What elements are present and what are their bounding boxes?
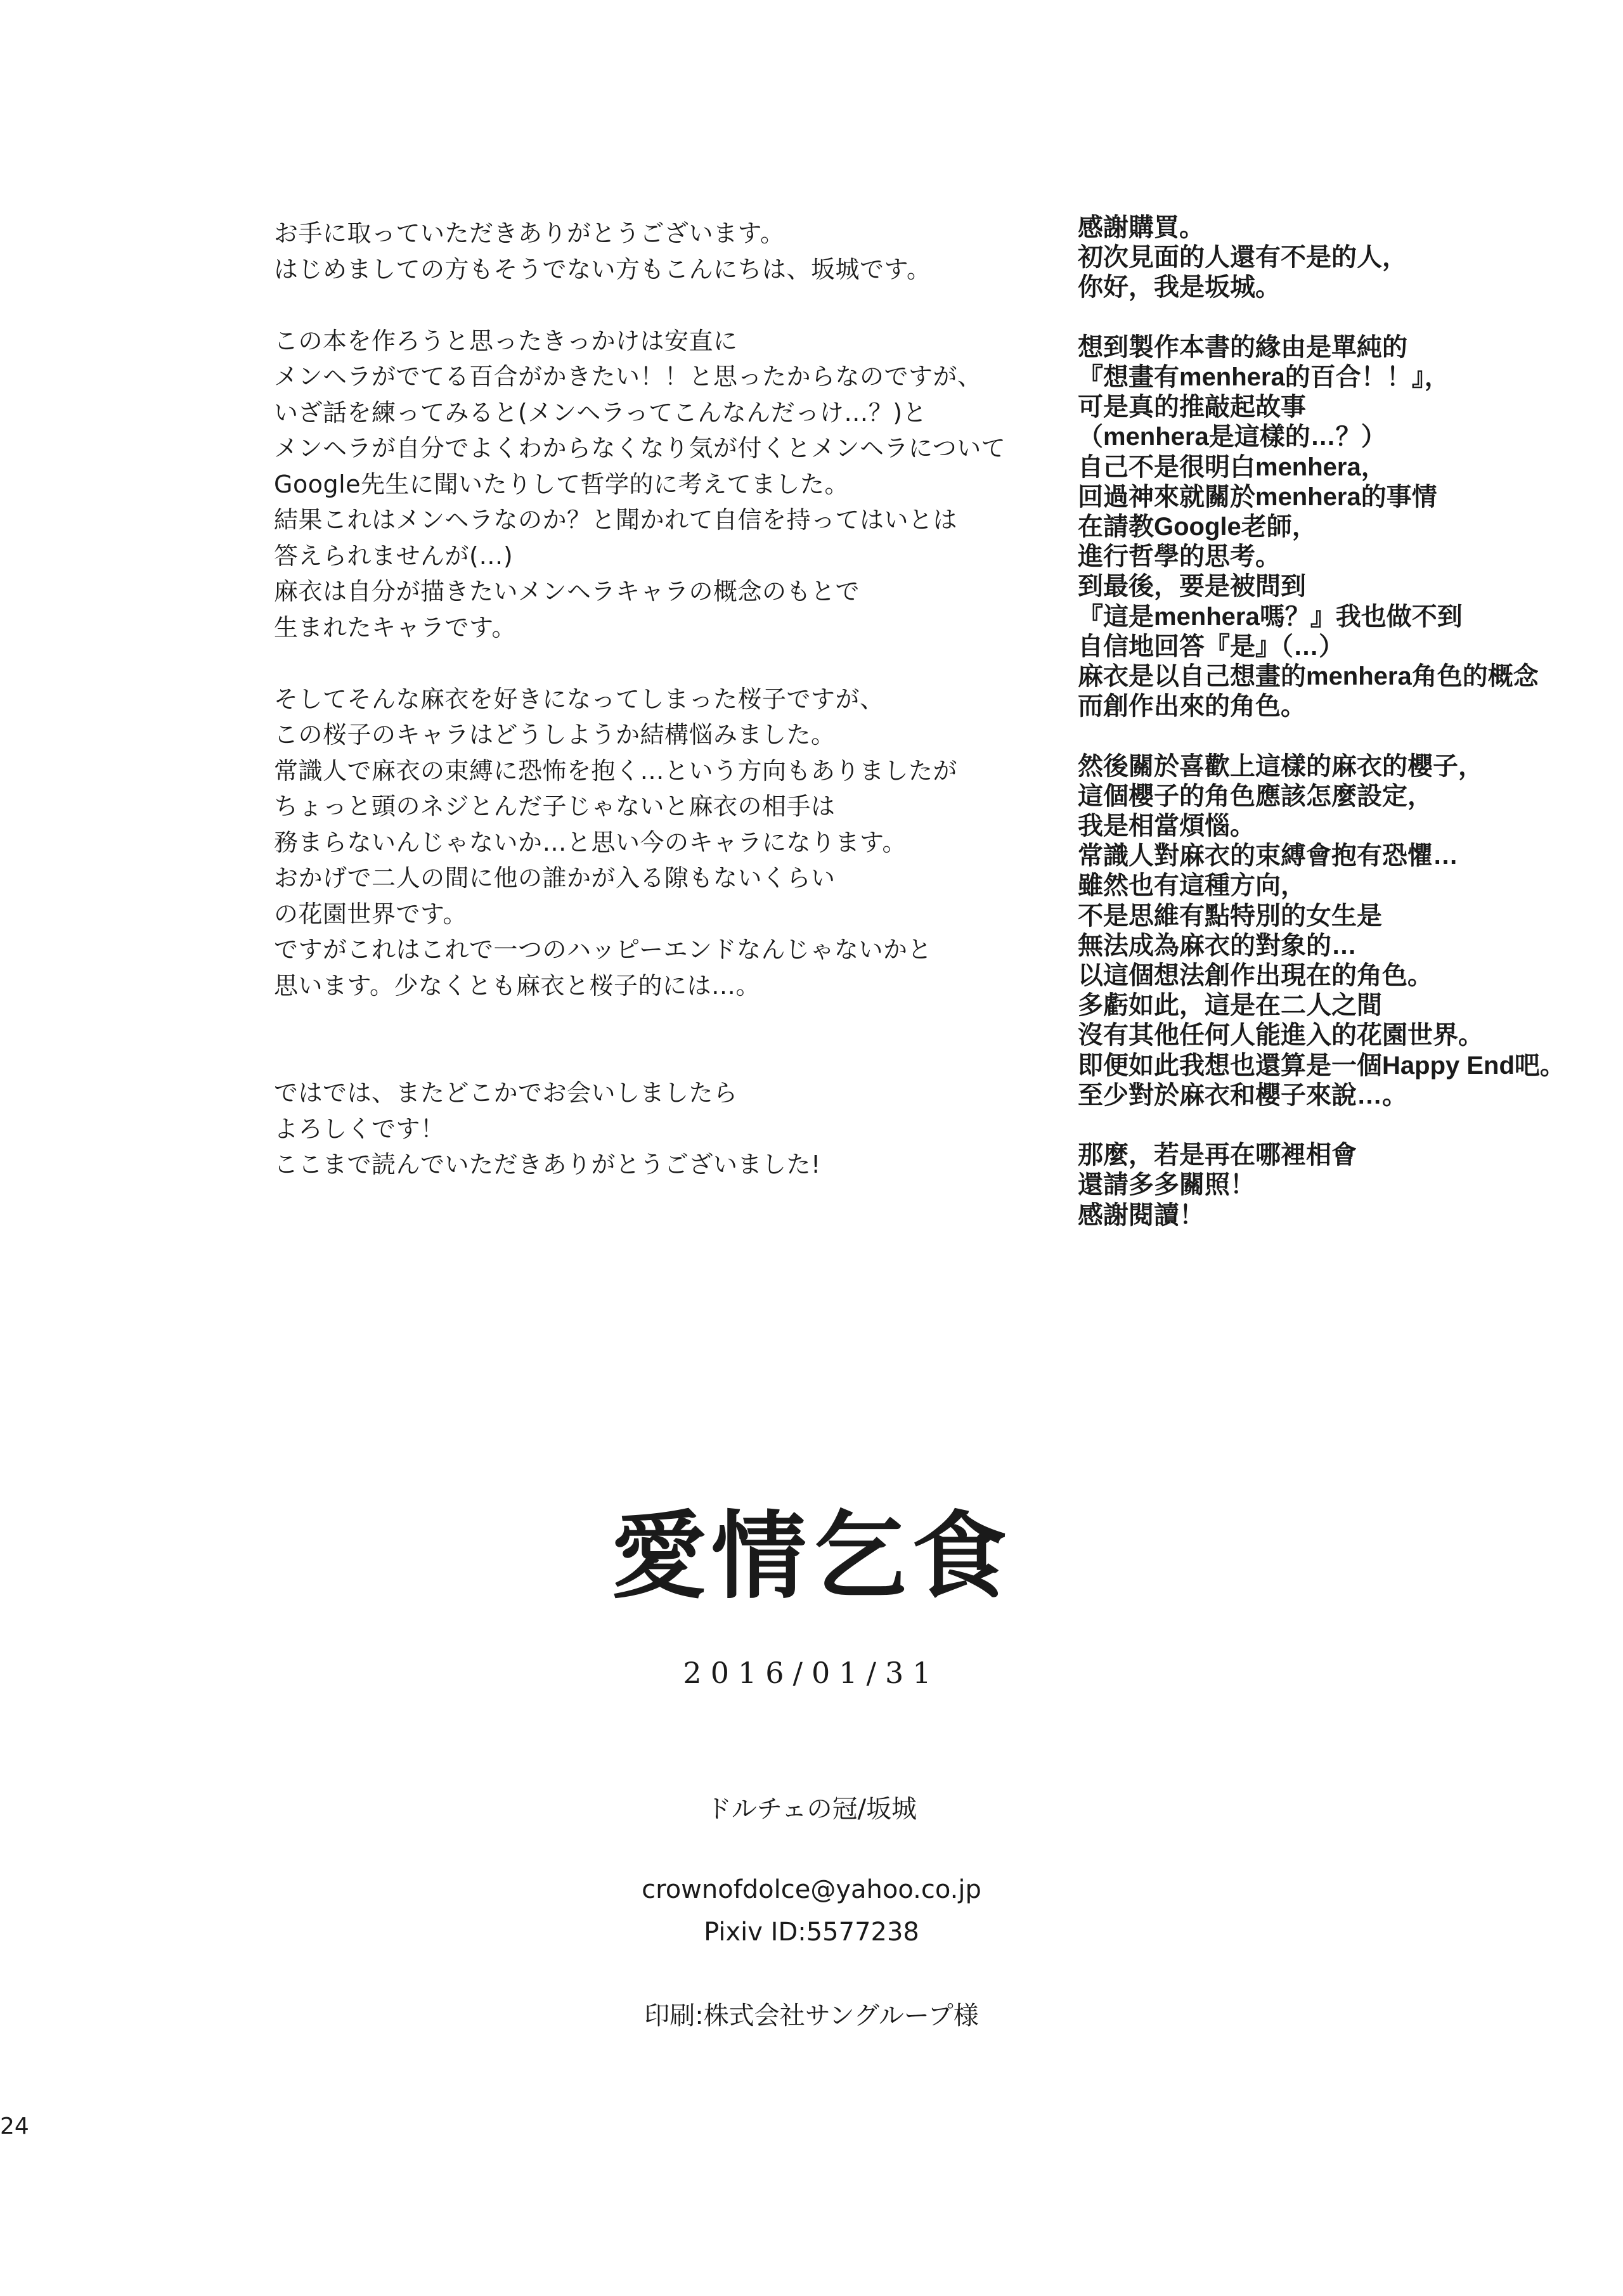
zh-p3-line: 多虧如此，這是在二人之間 (1078, 991, 1382, 1020)
jp-p2-line: この本を作ろうと思ったきっかけは安直に (274, 326, 738, 355)
zh-p3-line: 即便如此我想也還算是一個Happy End吧。 (1078, 1051, 1565, 1080)
jp-p3-line: 思います。少なくとも麻衣と桜子的には…。 (274, 971, 760, 1000)
japanese-afterword (274, 216, 1085, 1183)
jp-p3-line: そしてそんな麻衣を好きになってしまった桜子ですが、 (274, 685, 884, 713)
zh-p3-line: 不是思維有點特別的女生是 (1078, 901, 1382, 930)
circle-author: ドルチェの冠/坂城 (706, 1795, 917, 1824)
zh-p3-line: 以這個想法創作出現在的角色。 (1078, 962, 1433, 990)
jp-p2-line: メンヘラがでてる百合がかきたい！！と思ったからなのですが、 (274, 363, 982, 390)
zh-p3-line: 常識人對麻衣的束縛會抱有恐懼… (1078, 842, 1458, 870)
zh-p2-line: 在請教Google老師， (1078, 513, 1317, 541)
jp-p4-line: ではでは、またどこかでお会いしましたら (274, 1079, 738, 1107)
zh-p1-line: 你好，我是坂城。 (1078, 273, 1281, 302)
zh-p3-line: 至少對於麻衣和櫻子來說…。 (1078, 1081, 1407, 1109)
zh-p3-line: 雖然也有這種方向， (1078, 872, 1306, 900)
jp-p2-line: Google先生に聞いたりして哲学的に考えてました。 (274, 470, 850, 498)
zh-p4-line: 那麼，若是再在哪裡相會 (1078, 1141, 1357, 1170)
zh-p2-line: 進行哲學的思考。 (1078, 543, 1281, 571)
jp-p3-line: ちょっと頭のネジとんだ子じゃないと麻衣の相手は (274, 792, 836, 820)
zh-p2-line: （menhera是這樣的…？） (1078, 423, 1387, 451)
jp-p3-line: の花園世界です。 (274, 900, 467, 928)
jp-p2-line: 答えられませんが(…) (274, 541, 514, 570)
zh-p1-line: 初次見面的人還有不是的人， (1078, 243, 1407, 272)
jp-p3-line: おかげで二人の間に他の誰かが入る隙もないくらい (274, 864, 836, 892)
jp-p3-line: ですがこれはこれで一つのハッピーエンドなんじゃないかと (274, 936, 932, 964)
zh-p4-line: 感謝閱讀！ (1078, 1201, 1205, 1229)
zh-p2-line: 麻衣是以自己想畫的menhera角色的概念 (1078, 662, 1539, 691)
zh-p2-line: 自己不是很明白menhera， (1078, 453, 1387, 481)
jp-p2-line: 生まれたキャラです。 (274, 613, 516, 642)
book-title: 愛情乞食 (611, 1500, 1012, 1612)
jp-p2-line: メンヘラが自分でよくわからなくなり気が付くとメンヘラについて (274, 434, 1006, 462)
zh-p2-line: 『這是menhera嗎？』我也做不到 (1078, 602, 1463, 631)
jp-p3-line: この桜子のキャラはどうしようか結構悩みました。 (274, 721, 836, 749)
jp-p3-line: 務まらないんじゃないか…と思い今のキャラになります。 (274, 828, 907, 856)
jp-p1-line: お手に取っていただきありがとうございます。 (274, 219, 785, 247)
page-number: 24 (0, 2113, 29, 2139)
zh-p2-line: 而創作出來的角色。 (1078, 692, 1306, 721)
zh-p1-line: 感謝購買。 (1078, 214, 1205, 242)
jp-p2-line: いざ話を練ってみると(メンヘラってこんなんだっけ…？)と (274, 398, 928, 427)
jp-p4-line: ここまで読んでいただきありがとうございました! (274, 1151, 821, 1178)
contact-email: crownofdolce@yahoo.co.jp (642, 1875, 981, 1904)
jp-p2-line: 麻衣は自分が描きたいメンヘラキャラの概念のもとで (274, 577, 860, 605)
pixiv-id: Pixiv ID:5577238 (704, 1918, 919, 1947)
zh-p3-line: 沒有其他任何人能進入的花園世界。 (1078, 1021, 1484, 1050)
jp-p2-line: 結果これはメンヘラなのか？と聞かれて自信を持ってはいとは (274, 506, 958, 534)
zh-p3-line: 這個櫻子的角色應該怎麼設定， (1078, 782, 1433, 810)
zh-p2-line: 自信地回答『是』（…） (1078, 632, 1344, 661)
zh-p3-line: 我是相當煩惱。 (1078, 812, 1255, 841)
chinese-translation (1078, 213, 1598, 1230)
zh-p2-line: 『想畫有menhera的百合！！』， (1078, 363, 1450, 391)
zh-p4-line: 還請多多關照！ (1078, 1171, 1255, 1199)
publication-date: 2016/01/31 (683, 1656, 940, 1690)
zh-p3-line: 然後關於喜歡上這樣的麻衣的櫻子， (1078, 752, 1484, 780)
zh-p2-line: 回過神來就關於menhera的事情 (1078, 482, 1437, 511)
printer-credit: 印刷:株式会社サングループ様 (644, 2001, 979, 2030)
jp-p3-line: 常識人で麻衣の束縛に恐怖を抱く…という方向もありましたが (274, 756, 958, 785)
zh-p2-line: 可是真的推敲起故事 (1078, 393, 1306, 422)
zh-p3-line: 無法成為麻衣的對象的… (1078, 931, 1357, 960)
jp-p4-line: よろしくです！ (274, 1114, 445, 1143)
jp-p1-line: はじめましての方もそうでない方もこんにちは、坂城です。 (274, 255, 931, 283)
zh-p2-line: 到最後，要是被問到 (1078, 572, 1306, 601)
zh-p2-line: 想到製作本書的緣由是單純的 (1078, 333, 1407, 361)
